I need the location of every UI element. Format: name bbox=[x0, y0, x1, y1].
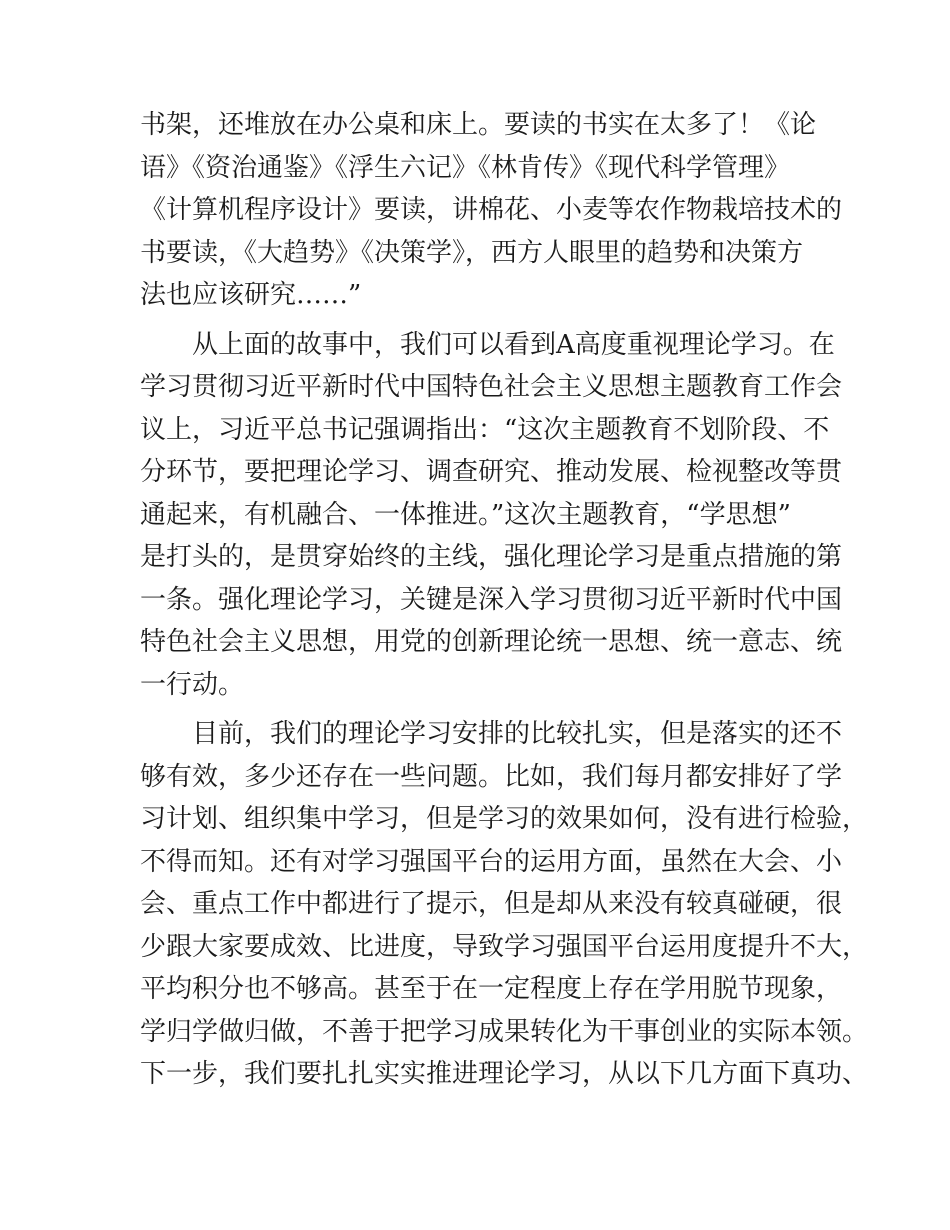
text-line: 一条。强化理论学习，关键是深入学习贯彻习近平新时代中国 bbox=[140, 584, 843, 615]
text-line: 通起来，有机融合、一体推进。”这次主题教育，“学思想” bbox=[140, 499, 791, 530]
text-line: 习计划、组织集中学习，但是学习的效果如何，没有进行检验， bbox=[140, 804, 869, 834]
text-line: 特色社会主义思想，用党的创新理论统一思想、统一意志、统 bbox=[140, 627, 843, 657]
paragraph-1 bbox=[140, 104, 843, 317]
text-line: 目前，我们的理论学习安排的比较扎实，但是落实的还不 bbox=[140, 719, 843, 749]
text-line: 书要读，《大趋势》《决策学》，西方人眼里的趋势和决策方 bbox=[140, 237, 804, 268]
text-line: 一行动。 bbox=[140, 669, 245, 700]
text-line: 《计算机程序设计》要读，讲棉花、小麦等农作物栽培技术的 bbox=[140, 195, 843, 225]
text-line: 不得而知。还有对学习强国平台的运用方面，虽然在大会、小 bbox=[140, 846, 843, 877]
text-line: 法也应该研究……” bbox=[140, 280, 362, 310]
text-line: 少跟大家要成效、比进度，导致学习强国平台运用度提升不大， bbox=[140, 931, 869, 962]
text-line: 议上，习近平总书记强调指出：“这次主题教育不划阶段、不 bbox=[140, 414, 830, 445]
text-line: 分环节，要把理论学习、调查研究、推动发展、检视整改等贯 bbox=[140, 457, 843, 487]
paragraph-2 bbox=[140, 324, 843, 707]
text-line: 是打头的，是贯穿始终的主线，强化理论学习是重点措施的第 bbox=[140, 542, 843, 572]
text-line: 学归学做归做，不善于把学习成果转化为干事创业的实际本领。 bbox=[140, 1016, 869, 1047]
text-line: 会、重点工作中都进行了提示，但是却从来没有较真碰硬，很 bbox=[140, 889, 843, 919]
paragraph-3 bbox=[140, 713, 869, 1096]
text-line: 够有效，多少还存在一些问题。比如，我们每月都安排好了学 bbox=[140, 761, 843, 792]
text-line: 学习贯彻习近平新时代中国特色社会主义思想主题教育工作会 bbox=[140, 372, 843, 402]
text-line: 语》《资治通鉴》《浮生六记》《林肯传》《现代科学管理》 bbox=[140, 152, 791, 183]
text-line: 书架，还堆放在办公桌和床上。要读的书实在太多了！《论 bbox=[140, 110, 817, 140]
text-line: 平均积分也不够高。甚至于在一定程度上存在学用脱节现象， bbox=[140, 974, 843, 1004]
body-text bbox=[140, 104, 869, 1103]
text-line: 下一步，我们要扎扎实实推进理论学习，从以下几方面下真功、 bbox=[140, 1059, 869, 1089]
text-line: 从上面的故事中，我们可以看到A高度重视理论学习。在 bbox=[140, 329, 835, 360]
